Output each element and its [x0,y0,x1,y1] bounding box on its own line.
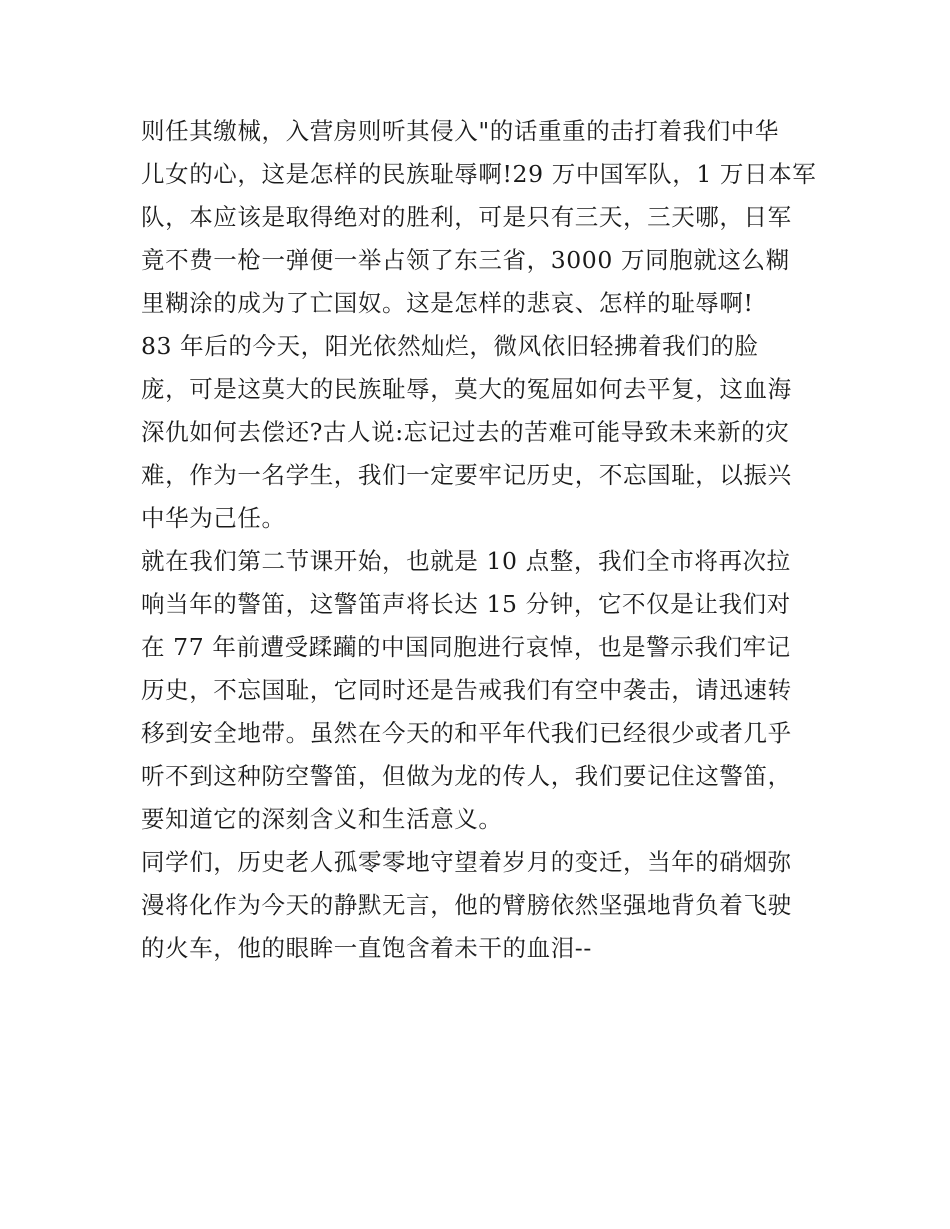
text-line: 漫将化作为今天的静默无言，他的臂膀依然坚强地背负着飞驶 [141,891,792,919]
text-line: 竟不费一枪一弹便一举占领了东三省，3000 万同胞就这么糊 [141,246,790,274]
text-line: 同学们，历史老人孤零零地守望着岁月的变迁，当年的硝烟弥 [141,848,792,876]
text-line: 则任其缴械，入营房则听其侵入"的话重重的击打着我们中华 [141,117,780,145]
text-line: 响当年的警笛，这警笛声将长达 15 分钟，它不仅是让我们对 [141,590,791,618]
text-line: 队，本应该是取得绝对的胜利，可是只有三天，三天哪，日军 [141,203,792,231]
text-line: 听不到这种防空警笛，但做为龙的传人，我们要记住这警笛， [141,762,792,790]
text-line: 的火车，他的眼眸一直饱含着未干的血泪-- [141,934,592,962]
text-line: 历史，不忘国耻，它同时还是告戒我们有空中袭击，请迅速转 [141,676,792,704]
text-line: 83 年后的今天，阳光依然灿烂，微风依旧轻拂着我们的脸 [141,332,759,360]
text-line: 深仇如何去偿还?古人说:忘记过去的苦难可能导致未来新的灾 [141,418,790,446]
text-line: 中华为己任。 [141,504,286,532]
text-line: 儿女的心，这是怎样的民族耻辱啊!29 万中国军队，1 万日本军 [141,160,817,188]
text-line: 就在我们第二节课开始，也就是 10 点整，我们全市将再次拉 [141,547,791,575]
text-line: 要知道它的深刻含义和生活意义。 [141,805,503,833]
text-line: 庞，可是这莫大的民族耻辱，莫大的冤屈如何去平复，这血海 [141,375,792,403]
text-line: 移到安全地带。虽然在今天的和平年代我们已经很少或者几乎 [141,719,792,747]
body-text [141,110,831,970]
text-line: 难，作为一名学生，我们一定要牢记历史，不忘国耻，以振兴 [141,461,792,489]
text-line: 里糊涂的成为了亡国奴。这是怎样的悲哀、怎样的耻辱啊! [141,289,754,317]
text-line: 在 77 年前遭受蹂躏的中国同胞进行哀悼，也是警示我们牢记 [141,633,791,661]
